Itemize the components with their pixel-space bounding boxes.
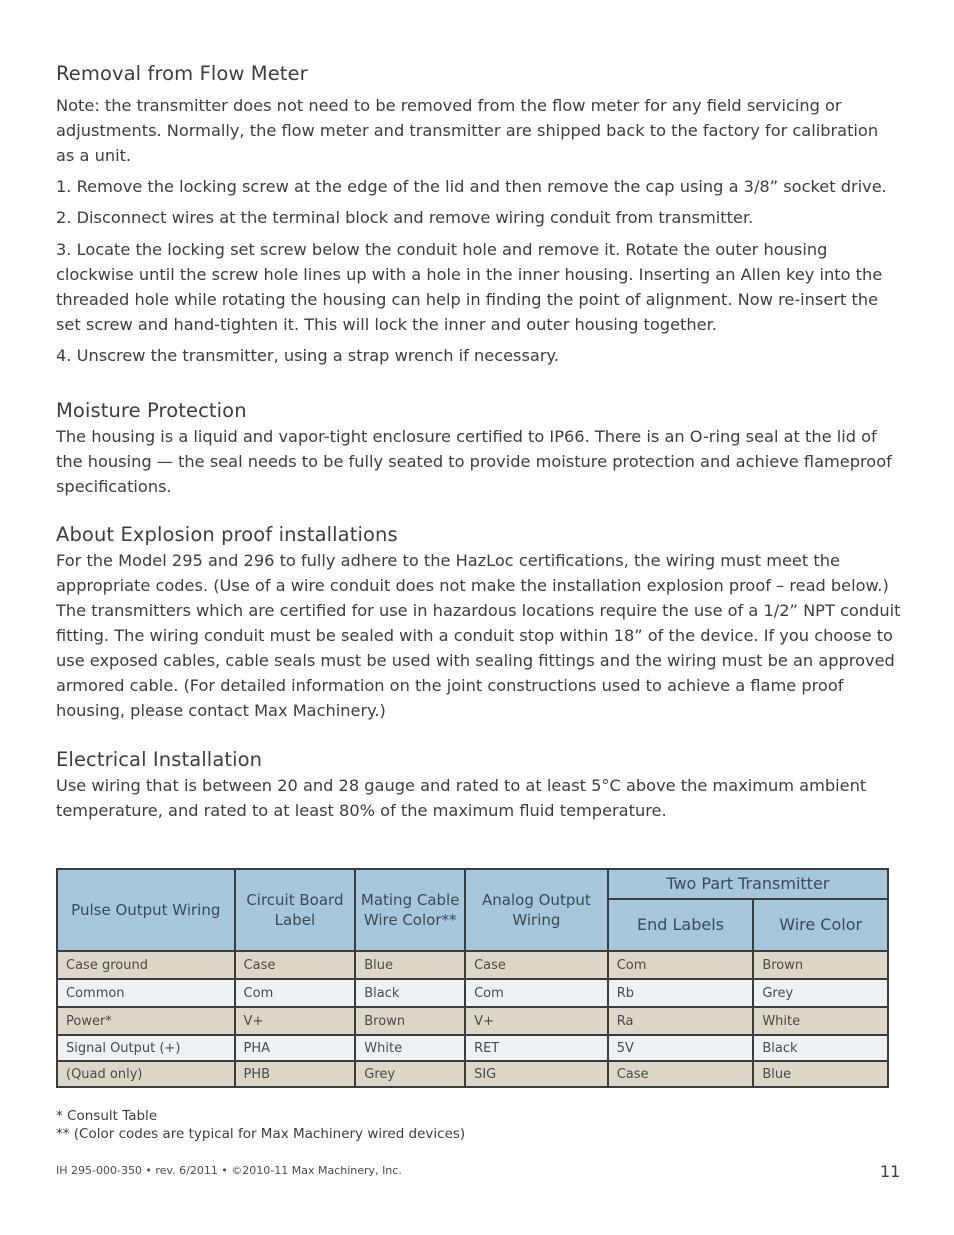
removal-step-3: 3. Locate the locking set screw below the conduit hole and remove it. Rotate the outer housing clockwise until the screw hole lines up with a hole in the inner housing. Inserting an Allen key into the threaded hole while rotating the housing can help in finding the point of alignment. Now re-insert the set screw and hand-tighten it. This will lock the inner and outer housing together. (56, 240, 883, 334)
cell-analog: Com (465, 979, 608, 1007)
cell-mating: Black (355, 979, 465, 1007)
cell-analog: SIG (465, 1061, 608, 1087)
removal-note: Note: the transmitter does not need to be removed from the flow meter for any field servicing or adjustments. Normally, the flow meter and transmitter are shipped back to the factory for calibration as a unit. (56, 96, 879, 165)
footer-text: IH 295-000-350 • rev. 6/2011 • ©2010-11 Max Machinery, Inc. (56, 1164, 402, 1177)
moisture-body: The housing is a liquid and vapor-tight enclosure certified to IP66. There is an O-ring seal at the lid of the housing — the seal needs to be fully seated to provide moisture protection and achieve flameproof specifications. (56, 427, 892, 496)
cell-pulse: Case ground (57, 951, 235, 979)
cell-wire-color: White (753, 1007, 888, 1035)
cell-end-label: Ra (608, 1007, 754, 1035)
cell-board: Com (235, 979, 356, 1007)
cell-wire-color: Brown (753, 951, 888, 979)
header-analog-output-wiring: Analog Output Wiring (465, 869, 608, 951)
electrical-body: Use wiring that is between 20 and 28 gauge and rated to at least 5°C above the maximum ambient temperature, and rated to at least 80% of the maximum fluid temperature. (56, 776, 867, 820)
header-mating-cable-wire-color: Mating Cable Wire Color** (355, 869, 465, 951)
section-heading-removal: Removal from Flow Meter (56, 62, 308, 85)
table-row (57, 951, 888, 979)
cell-wire-color: Black (753, 1035, 888, 1061)
cell-analog: V+ (465, 1007, 608, 1035)
cell-pulse: Power* (57, 1007, 235, 1035)
cell-analog: RET (465, 1035, 608, 1061)
removal-step-4: 4. Unscrew the transmitter, using a strap wrench if necessary. (56, 346, 559, 365)
cell-board: PHB (235, 1061, 356, 1087)
cell-pulse: Signal Output (+) (57, 1035, 235, 1061)
cell-end-label: Com (608, 951, 754, 979)
cell-pulse: (Quad only) (57, 1061, 235, 1087)
note-consult-table: * Consult Table (56, 1108, 158, 1124)
section-heading-explosion: About Explosion proof installations (56, 523, 398, 546)
explosion-body: For the Model 295 and 296 to fully adhere to the HazLoc certifications, the wiring must meet the appropriate codes. (Use of a wire conduit does not make the installation explosion proof – read below.) The transmitters which are certified for use in hazardous locations require the use of a 1/2” NPT conduit fitting. The wiring conduit must be sealed with a conduit stop within 18” of the device. If you choose to use exposed cables, cable seals must be used with sealing fittings and the wiring must be an approved armored cable. (For detailed information on the joint constructions used to achieve a flame proof housing, please contact Max Machinery.) (56, 551, 901, 720)
removal-step-1: 1. Remove the locking screw at the edge of the lid and then remove the cap using a 3/8” socket drive. (56, 177, 887, 196)
table-notes (56, 1107, 465, 1143)
header-two-part-transmitter: Two Part Transmitter (608, 869, 888, 899)
cell-board: Case (235, 951, 356, 979)
section-heading-moisture: Moisture Protection (56, 399, 247, 422)
header-wire-color: Wire Color (753, 899, 888, 951)
wiring-table (56, 868, 889, 1088)
cell-mating: Grey (355, 1061, 465, 1087)
cell-pulse: Common (57, 979, 235, 1007)
cell-end-label: Rb (608, 979, 754, 1007)
removal-step-2: 2. Disconnect wires at the terminal block and remove wiring conduit from transmitter. (56, 208, 754, 227)
cell-analog: Case (465, 951, 608, 979)
table-row (57, 1061, 888, 1087)
note-color-codes: ** (Color codes are typical for Max Machinery wired devices) (56, 1126, 466, 1142)
table-row (57, 979, 888, 1007)
header-end-labels: End Labels (608, 899, 754, 951)
cell-wire-color: Blue (753, 1061, 888, 1087)
cell-mating: Blue (355, 951, 465, 979)
cell-board: PHA (235, 1035, 356, 1061)
header-pulse-output-wiring: Pulse Output Wiring (57, 869, 235, 951)
table-row (57, 1035, 888, 1061)
cell-board: V+ (235, 1007, 356, 1035)
page-number: 11 (880, 1162, 901, 1181)
section-heading-electrical: Electrical Installation (56, 748, 263, 771)
cell-end-label: 5V (608, 1035, 754, 1061)
cell-wire-color: Grey (753, 979, 888, 1007)
cell-end-label: Case (608, 1061, 754, 1087)
table-row (57, 1007, 888, 1035)
cell-mating: White (355, 1035, 465, 1061)
header-circuit-board-label: Circuit Board Label (235, 869, 356, 951)
cell-mating: Brown (355, 1007, 465, 1035)
